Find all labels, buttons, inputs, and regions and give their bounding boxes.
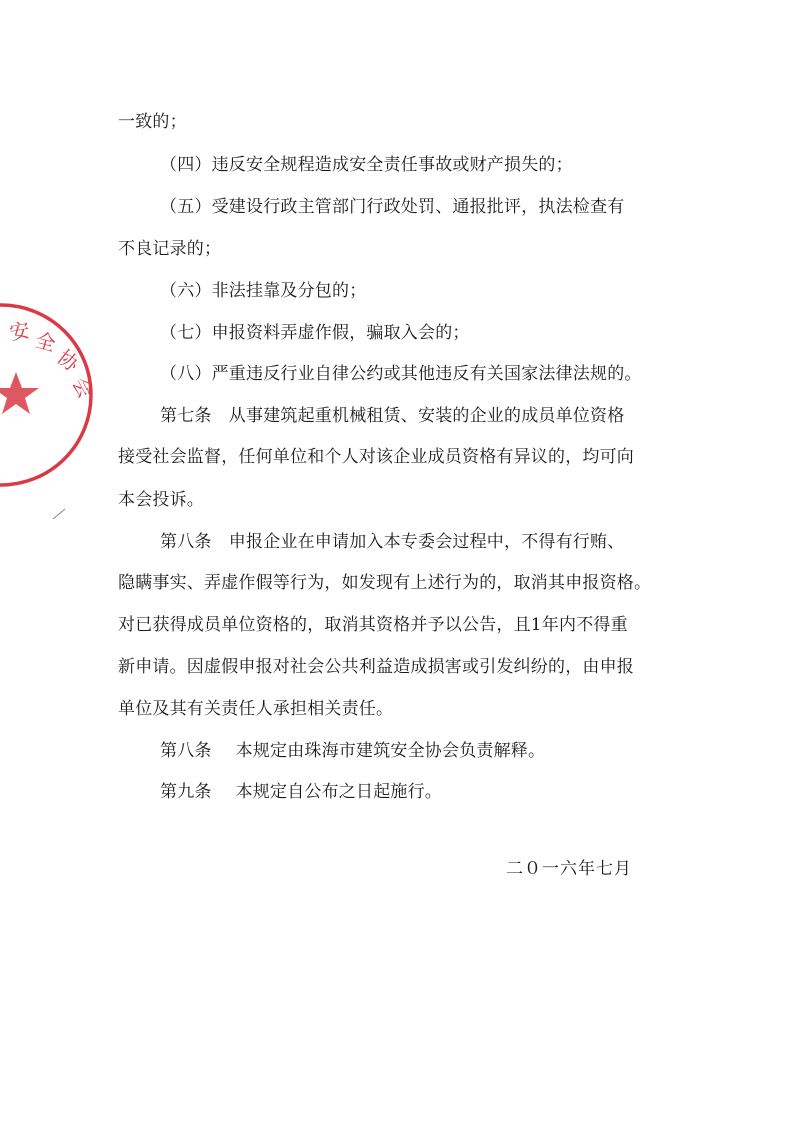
article-9-text: 本规定自公布之日起施行。 (235, 782, 443, 802)
text-line-9: 接受社会监督，任何单位和个人对该企业成员资格有异议的，均可向 (118, 447, 634, 467)
text-line-5: （六）非法挂靠及分包的； (160, 281, 367, 301)
text-line-2: （四）违反安全规程造成安全责任事故或财产损失的； (160, 155, 573, 175)
document-date: 二０一六年七月 (506, 859, 632, 879)
article-8b-text: 本规定由珠海市建筑安全协会负责解释。 (235, 741, 546, 761)
svg-text:安: 安 (8, 319, 32, 345)
svg-text:协: 协 (52, 346, 83, 377)
article-8b-line (160, 740, 545, 762)
article-9-label: 第九条 (160, 782, 212, 802)
text-line-13: 对已获得成员单位资格的，取消其资格并予以公告，且1年内不得重 (118, 615, 628, 635)
text-line-10: 本会投诉。 (118, 490, 204, 510)
text-line-4: 不良记录的； (118, 239, 222, 259)
text-line-11: 第八条 申报企业在申请加入本专委会过程中，不得有行贿、 (160, 532, 625, 552)
text-line-12: 隐瞒事实、弄虚作假等行为，如发现有上述行为的，取消其申报资格。 (118, 573, 652, 593)
article-8b-label: 第八条 (160, 741, 212, 761)
svg-text:全: 全 (32, 329, 58, 357)
official-seal (0, 300, 96, 490)
text-line-6: （七）申报资料弄虚作假，骗取入会的； (160, 323, 470, 343)
text-line-14: 新申请。因虚假申报对社会公共利益造成损害或引发纠纷的，由申报 (118, 657, 634, 677)
text-line-1: 一致的； (118, 112, 187, 132)
text-line-3: （五）受建设行政主管部门行政处罚、通报批评，执法检查有 (160, 197, 625, 217)
pen-mark-icon (52, 508, 66, 520)
article-9-line (160, 781, 442, 803)
text-line-8: 第七条 从事建筑起重机械租赁、安装的企业的成员单位资格 (160, 406, 625, 426)
text-line-7: （八）严重违反行业自律公约或其他违反有关国家法律法规的。 (160, 364, 642, 384)
text-line-15: 单位及其有关责任人承担相关责任。 (118, 699, 394, 719)
svg-text:会: 会 (67, 374, 96, 403)
